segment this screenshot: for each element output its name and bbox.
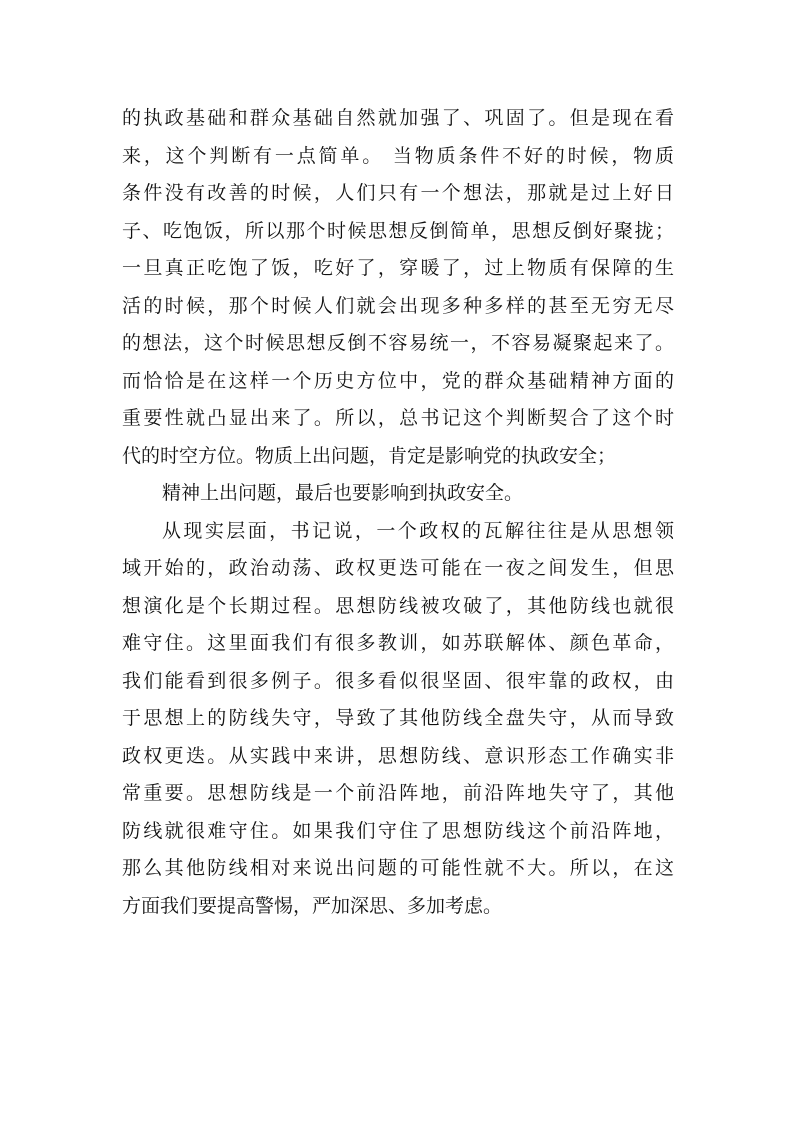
text-line: 想演化是个长期过程。思想防线被攻破了，其他防线也就很: [122, 594, 674, 617]
text-line: 一旦真正吃饱了饭，吃好了，穿暖了，过上物质有保障的生: [122, 257, 674, 279]
text-line: 难守住。这里面我们有很多教训，如苏联解体、颜色革命，: [122, 632, 674, 654]
text-line: 重要性就凸显出来了。所以，总书记这个判断契合了这个时: [122, 407, 674, 429]
text-line: 来，这个判断有一点简单。 当物质条件不好的时候，物质: [122, 144, 674, 167]
text-line: 子、吃饱饭，所以那个时候思想反倒简单，思想反倒好聚拢；: [122, 219, 674, 242]
body-text: [122, 100, 674, 925]
text-line: 而恰恰是在这样一个历史方位中，党的群众基础精神方面的: [122, 369, 674, 392]
text-line: 精神上出问题，最后也要影响到执政安全。: [162, 482, 524, 504]
text-line: 政权更迭。从实践中来讲，思想防线、意识形态工作确实非: [122, 744, 674, 767]
text-line: 从现实层面，书记说，一个政权的瓦解往往是从思想领: [162, 519, 674, 542]
text-line: 那么其他防线相对来说出问题的可能性就不大。所以，在这: [122, 857, 674, 879]
text-line: 方面我们要提高警惕，严加深思、多加考虑。: [122, 894, 503, 917]
text-line: 代的时空方位。物质上出问题，肯定是影响党的执政安全；: [122, 444, 617, 467]
text-line: 域开始的，政治动荡、政权更迭可能在一夜之间发生，但思: [122, 557, 674, 579]
text-line: 于思想上的防线失守，导致了其他防线全盘失守，从而导致: [122, 707, 674, 729]
text-line: 我们能看到很多例子。很多看似很坚固、很牢靠的政权，由: [122, 669, 674, 692]
text-line: 活的时候，那个时候人们就会出现多种多样的甚至无穷无尽: [122, 294, 674, 317]
text-line: 的想法，这个时候思想反倒不容易统一，不容易凝聚起来了。: [122, 332, 674, 354]
text-line: 条件没有改善的时候，人们只有一个想法，那就是过上好日: [122, 182, 674, 204]
text-line: 的执政基础和群众基础自然就加强了、巩固了。但是现在看: [122, 107, 674, 129]
text-line: 防线就很难守住。如果我们守住了思想防线这个前沿阵地，: [122, 819, 674, 842]
text-line: 常重要。思想防线是一个前沿阵地，前沿阵地失守了，其他: [122, 782, 674, 804]
